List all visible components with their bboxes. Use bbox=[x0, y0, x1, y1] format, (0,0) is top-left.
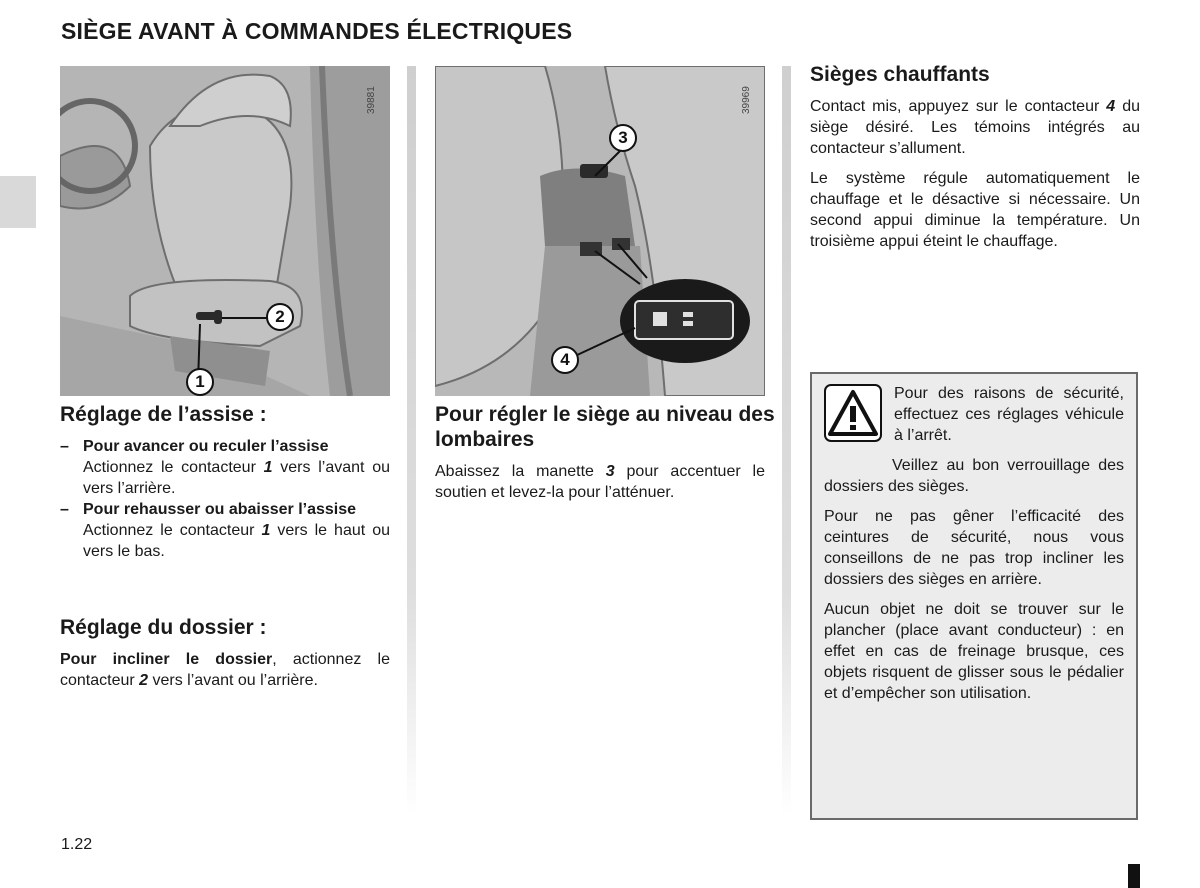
console-illustration bbox=[435, 66, 765, 396]
backrest-paragraph bbox=[60, 649, 390, 691]
list-dash: – bbox=[60, 438, 69, 455]
list-item-title: Pour rehausser ou abaisser l’assise bbox=[83, 501, 357, 518]
list-item-text: Actionnez le contacteur bbox=[83, 459, 264, 476]
paragraph-text: , actionnez le contacteur bbox=[60, 651, 391, 689]
figure-code: 39881 bbox=[366, 86, 377, 114]
section-heading-seat-cushion: Réglage de l’assise : bbox=[60, 403, 267, 426]
page-edge-mark bbox=[1128, 864, 1140, 888]
section-heading-lumbar: Pour régler le siège au niveau des lombaires bbox=[435, 403, 775, 451]
lever-ref: 3 bbox=[605, 463, 615, 480]
warning-paragraph: Aucun objet ne doit se trouver sur le plancher (place avant conducteur) : en effet en cas de freinage brusque, ces objets risquent de glisser sous le pédalier et d’empêcher son utilisation. bbox=[824, 601, 1124, 702]
paragraph: Le système régule automatiquement le chauffage et le désactive si nécessaire. Un second appui diminue la température. Un troisième appui éteint le chauffage. bbox=[810, 170, 1140, 250]
figure-code: 39969 bbox=[741, 86, 752, 114]
page-title: SIÈGE AVANT À COMMANDES ÉLECTRIQUES bbox=[61, 18, 573, 44]
section-heading-backrest: Réglage du dossier : bbox=[60, 616, 267, 639]
callout-1: 1 bbox=[186, 368, 214, 396]
column-divider bbox=[782, 66, 791, 816]
list-item-text: Actionnez le contacteur bbox=[83, 522, 262, 539]
callout-3: 3 bbox=[609, 124, 637, 152]
list-item bbox=[60, 499, 390, 562]
switch-ref: 4 bbox=[1106, 98, 1116, 115]
seat-adjust-photo bbox=[60, 66, 390, 396]
lumbar-paragraph bbox=[435, 461, 765, 503]
warning-paragraph: Pour des raisons de sécurité, effectuez ces réglages véhicule à l’arrêt. bbox=[894, 385, 1124, 444]
warning-box bbox=[810, 372, 1138, 820]
list-item-text: vers l’avant ou vers l’arrière. bbox=[83, 459, 391, 497]
warning-text bbox=[824, 383, 1124, 713]
list-item-text: vers le haut ou vers le bas. bbox=[83, 522, 390, 560]
paragraph bbox=[810, 96, 1140, 159]
callout-2: 2 bbox=[266, 303, 294, 331]
lumbar-heating-photo bbox=[435, 66, 765, 396]
paragraph-text: Abaissez la manette bbox=[435, 463, 606, 480]
bold-lead: Pour incliner le dossier bbox=[60, 651, 273, 668]
seat-illustration bbox=[60, 66, 390, 396]
chapter-tab bbox=[0, 176, 36, 228]
section-heading-heated-seats: Sièges chauffants bbox=[810, 63, 990, 86]
heated-seats-text bbox=[810, 96, 1140, 261]
paragraph-text: Contact mis, appuyez sur le contacteur bbox=[810, 98, 1107, 115]
paragraph-text: vers l’avant ou l’arrière. bbox=[148, 672, 318, 689]
list-item-title: Pour avancer ou reculer l’assise bbox=[83, 438, 329, 455]
column-divider bbox=[407, 66, 416, 816]
switch-ref: 1 bbox=[261, 522, 271, 539]
paragraph-text: du siège désiré. Les témoins intégrés au contacteur s’allument. bbox=[810, 98, 1140, 157]
warning-paragraph: Pour ne pas gêner l’efficacité des ceintures de sécurité, nous vous conseillons de ne pas trop incliner les dossiers des sièges en arrière. bbox=[824, 508, 1124, 588]
warning-paragraph: Veillez au bon verrouillage des dossiers des sièges. bbox=[824, 457, 1124, 495]
list-item bbox=[60, 436, 390, 499]
paragraph-text: pour accentuer le soutien et levez-la pour l’atténuer. bbox=[435, 463, 765, 501]
switch-ref: 1 bbox=[263, 459, 273, 476]
switch-ref: 2 bbox=[139, 672, 149, 689]
seat-adjust-list bbox=[60, 436, 390, 562]
callout-4: 4 bbox=[551, 346, 579, 374]
page-number: 1.22 bbox=[61, 836, 93, 853]
list-dash: – bbox=[60, 501, 69, 518]
